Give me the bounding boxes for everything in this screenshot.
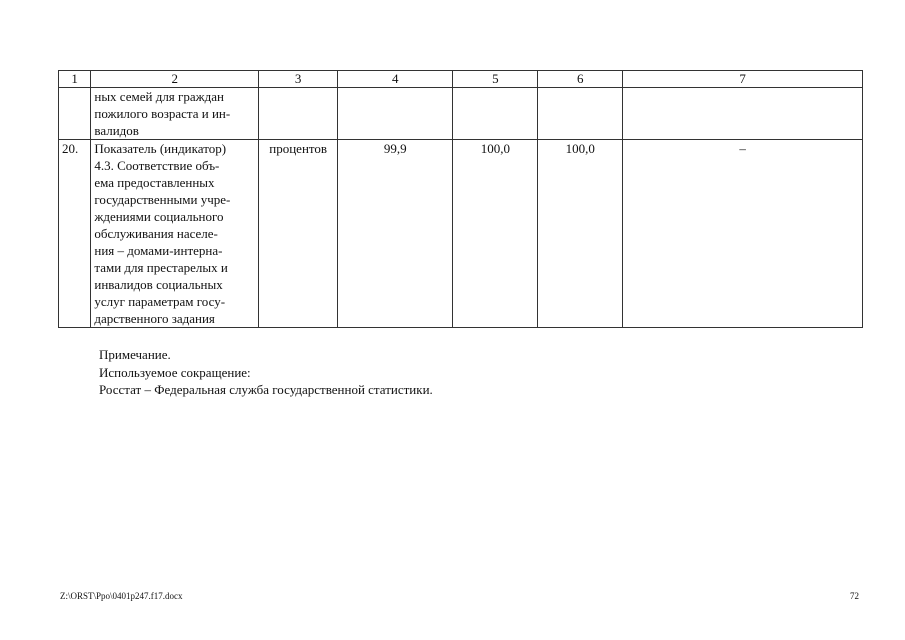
footer-file-path: Z:\ORST\Ppo\0401p247.f17.docx — [60, 591, 183, 601]
indicator-name-line: инвалидов социальных — [94, 277, 223, 292]
note-title: Примечание. — [99, 347, 171, 362]
value-cell-4: 99,9 — [338, 140, 453, 328]
value-cell-6 — [538, 88, 623, 140]
row-number-cell — [59, 88, 91, 140]
column-header-1: 1 — [59, 71, 91, 88]
indicator-name-line: 4.3. Соответствие объ- — [94, 158, 220, 173]
indicator-name-line: обслуживания населе- — [94, 226, 218, 241]
column-header-4: 4 — [338, 71, 453, 88]
indicator-table — [58, 70, 863, 328]
value-cell-7: – — [623, 140, 863, 328]
value-cell-4 — [338, 88, 453, 140]
table-header-row — [59, 71, 863, 88]
column-header-2: 2 — [91, 71, 259, 88]
footer-page-number: 72 — [850, 591, 859, 601]
value-cell-7 — [623, 88, 863, 140]
row-number-cell: 20. — [59, 140, 91, 328]
table-row-20 — [59, 140, 863, 328]
indicator-name-line: ния – домами-интерна- — [94, 243, 223, 258]
indicator-name-line: ема предоставленных — [94, 175, 215, 190]
column-header-3: 3 — [259, 71, 338, 88]
note-block — [99, 346, 433, 399]
indicator-name-line: услуг параметрам госу- — [94, 294, 226, 309]
indicator-name-line: государственными учре- — [94, 192, 231, 207]
indicator-name-line: пожилого возраста и ин- — [94, 106, 231, 121]
indicator-name-line: ных семей для граждан — [94, 89, 224, 104]
value-cell-6: 100,0 — [538, 140, 623, 328]
indicator-name-cell — [91, 88, 259, 140]
indicator-name-line: ждениями социального — [94, 209, 224, 224]
note-subtitle: Используемое сокращение: — [99, 364, 251, 380]
unit-cell — [259, 88, 338, 140]
column-header-5: 5 — [453, 71, 538, 88]
indicator-name-line: дарственного задания — [94, 311, 215, 326]
indicator-name-line: Показатель (индикатор) — [94, 141, 227, 156]
table-row-continued — [59, 88, 863, 140]
column-header-7: 7 — [623, 71, 863, 88]
indicator-name-cell — [91, 140, 259, 328]
indicator-name-line: валидов — [94, 123, 139, 138]
value-cell-5 — [453, 88, 538, 140]
column-header-6: 6 — [538, 71, 623, 88]
note-text: Росстат – Федеральная служба государственной статистики. — [99, 382, 433, 397]
indicator-name-line: тами для престарелых и — [94, 260, 228, 275]
value-cell-5: 100,0 — [453, 140, 538, 328]
unit-cell: процентов — [259, 140, 338, 328]
